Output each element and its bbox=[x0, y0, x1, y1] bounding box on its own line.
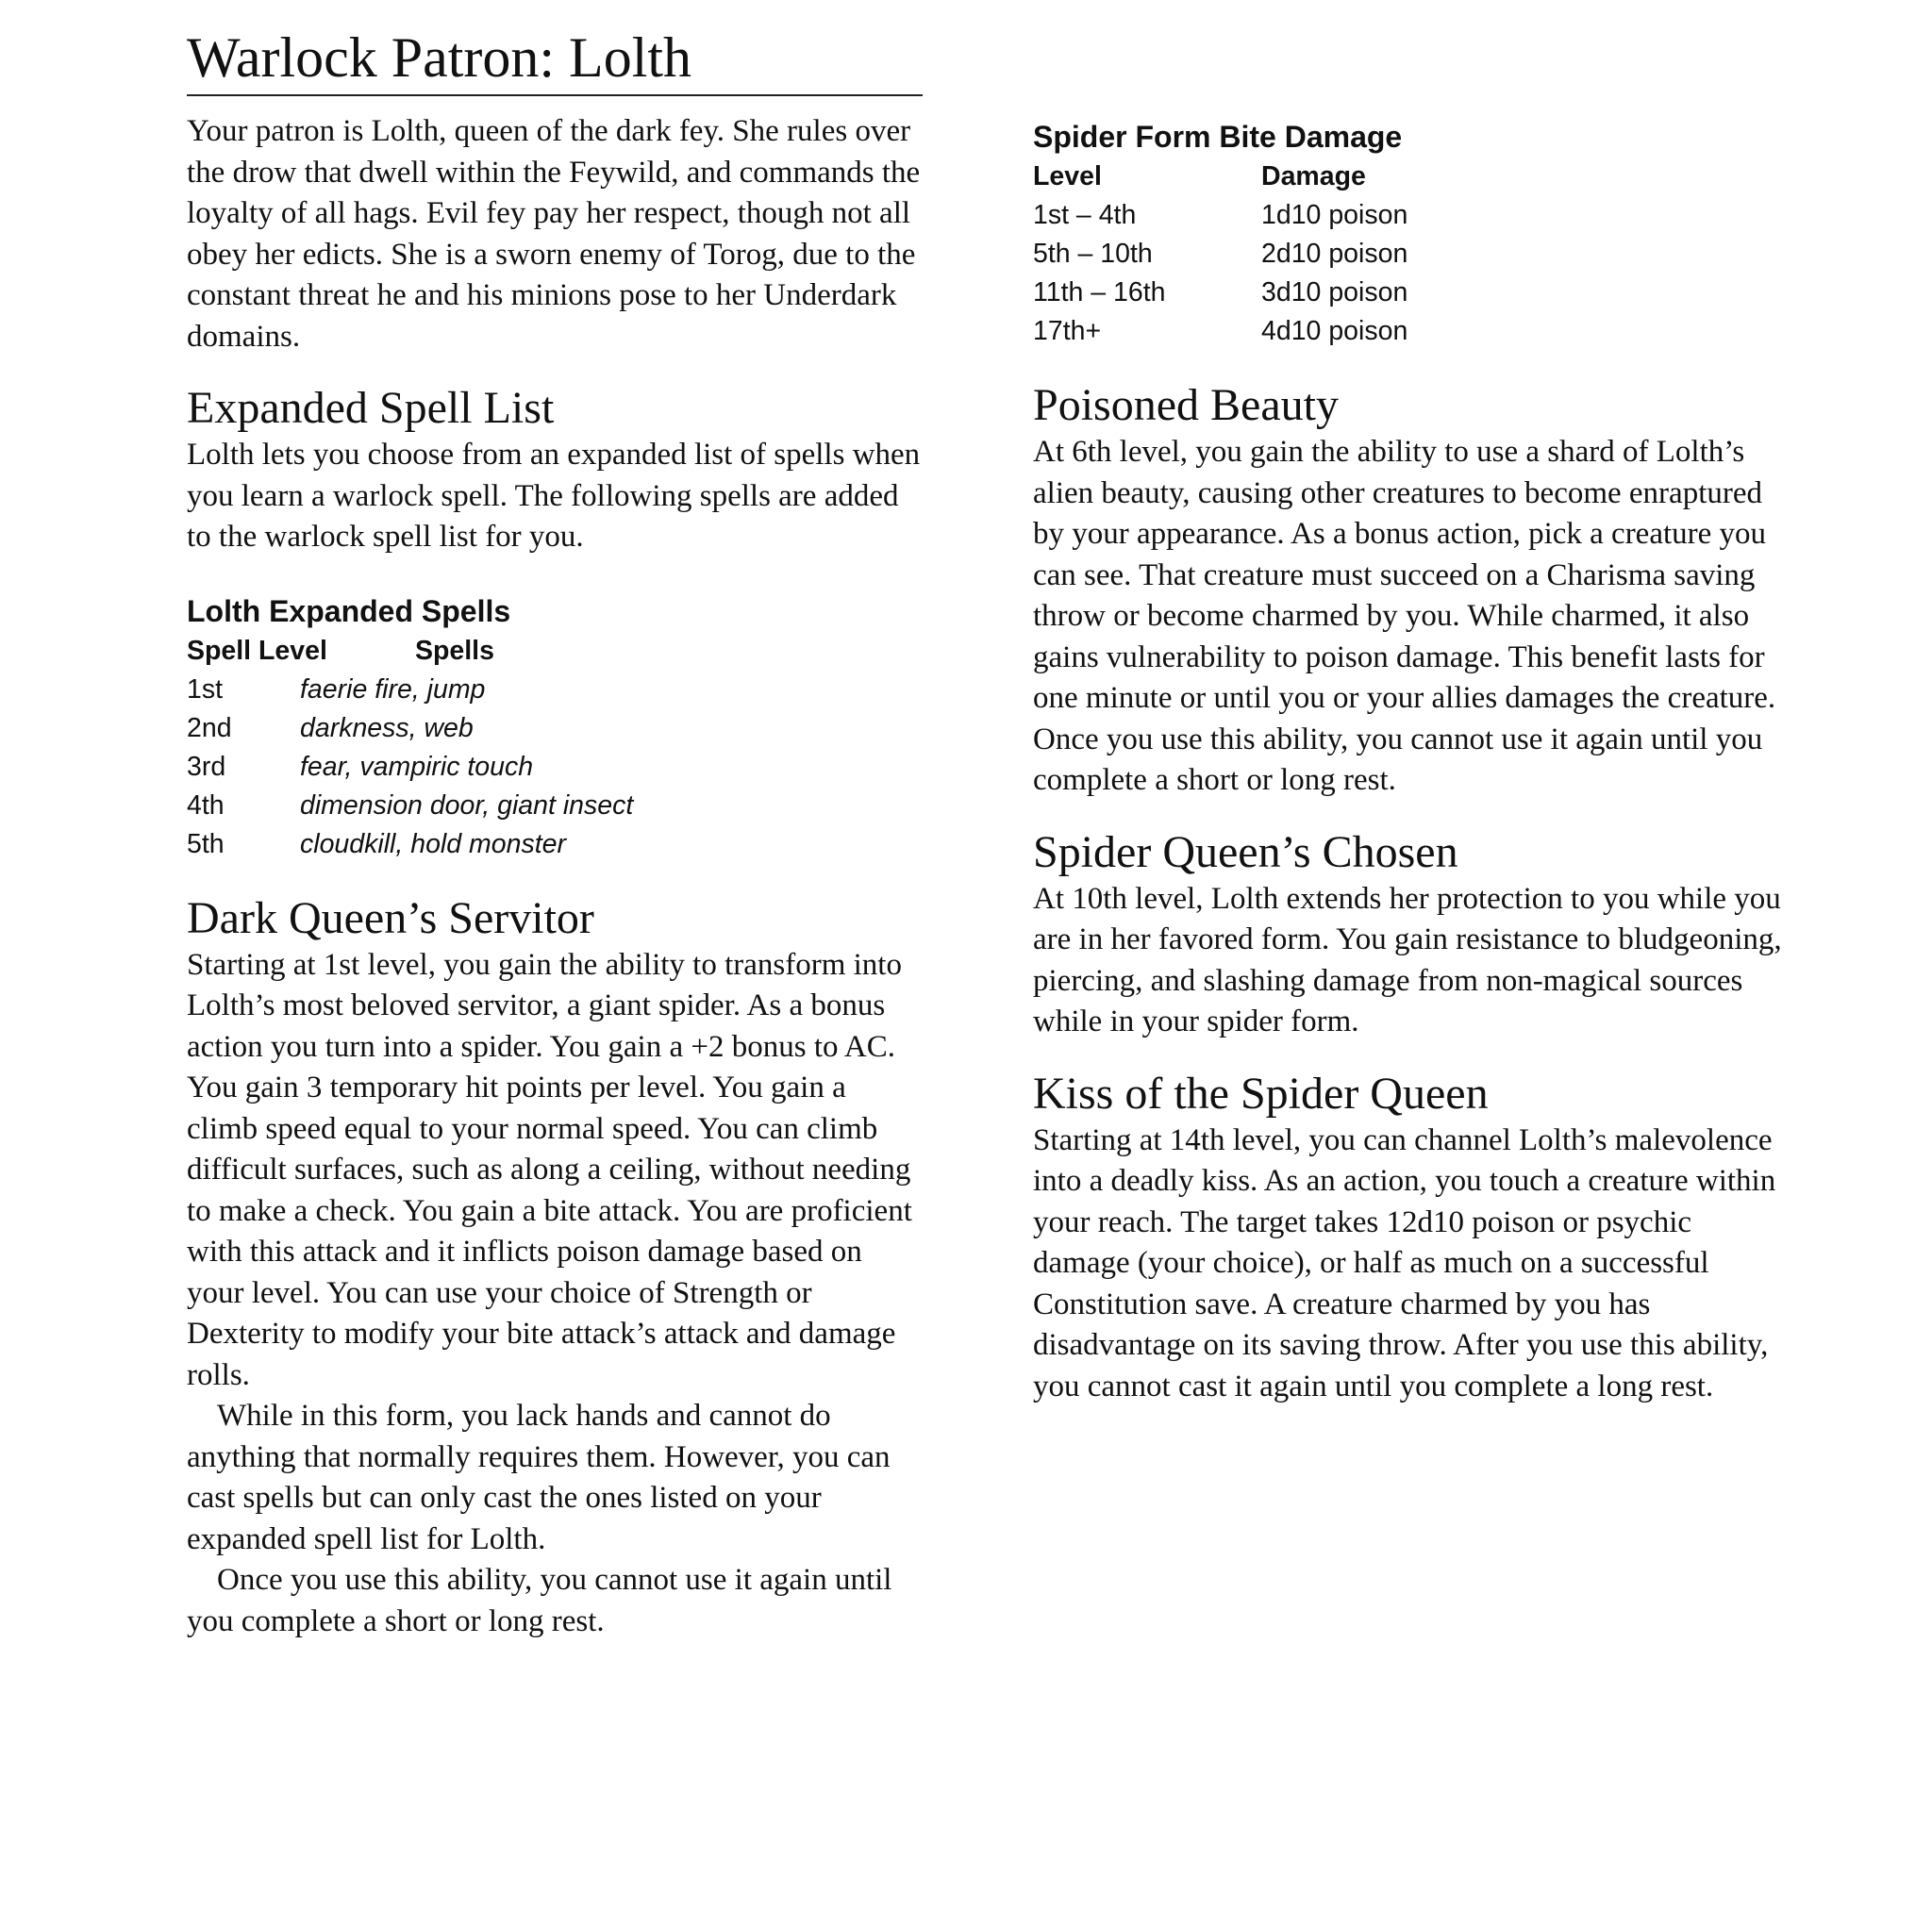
spell-level-cell: 3rd bbox=[187, 751, 226, 782]
expanded-spells-table-block bbox=[187, 590, 923, 864]
spells-cell: faerie fire, jump bbox=[300, 673, 486, 705]
table-row bbox=[187, 671, 633, 709]
expanded-spell-list-body: Lolth lets you choose from an expanded list of spells when you learn a warlock spell. The following spells are added to the warlock spell list for you. bbox=[187, 438, 921, 554]
servitor-paragraph-2: While in this form, you lack hands and cannot do anything that normally requires them. However, you can cast spells but can only cast the ones listed on your expanded spell list for Lolth. bbox=[187, 1399, 891, 1556]
spider-queens-chosen-heading: Spider Queen’s Chosen bbox=[1033, 826, 1458, 877]
servitor-paragraph-1: Starting at 1st level, you gain the ability to transform into Lolth’s most beloved servitor, a giant spider. As a bonus action you turn into a spider. You gain a +2 bonus to AC. You gain 3 temporary hit points per level. You gain a climb speed equal to your normal speed. You can climb difficult surfaces, such as along a ceiling, without needing to make a check. You gain a bite attack. You are proficient with this attack and it inflicts poison damage based on your level. You can use your choice of Strength or Dexterity to modify your bite attack’s attack and damage rolls. bbox=[187, 947, 912, 1392]
spells-cell: darkness, web bbox=[300, 712, 474, 743]
spells-cell: fear, vampiric touch bbox=[300, 751, 534, 782]
page-title: Warlock Patron: Lolth bbox=[187, 21, 923, 96]
table-header bbox=[187, 632, 633, 671]
table-header-row bbox=[1033, 158, 1407, 196]
expanded-spell-list-heading: Expanded Spell List bbox=[187, 383, 555, 433]
table-row bbox=[1033, 274, 1407, 312]
poisoned-beauty-heading: Poisoned Beauty bbox=[1033, 380, 1339, 430]
col-damage: Damage bbox=[1261, 161, 1366, 191]
table-row bbox=[187, 748, 633, 787]
damage-cell: 2d10 poison bbox=[1261, 239, 1408, 269]
kiss-of-the-spider-queen-body: Starting at 14th level, you can channel Lolth’s malevolence into a deadly kiss. As an action, you touch a creature within your reach. The target takes 12d10 poison or psychic damage (your choice), or half as much on a successful Constitution save. A creature charmed by you has disadvantage on its saving throw. After you use this ability, you cannot cast it again until you complete a long rest. bbox=[1033, 1122, 1776, 1403]
table-header-row bbox=[187, 632, 633, 671]
damage-cell: 1d10 poison bbox=[1261, 200, 1408, 230]
right-column bbox=[1033, 111, 1788, 1407]
level-cell: 1st – 4th bbox=[1033, 200, 1137, 230]
col-spell-level: Spell Level bbox=[187, 635, 327, 666]
spells-cell: cloudkill, hold monster bbox=[300, 828, 566, 859]
spell-level-cell: 5th bbox=[187, 828, 225, 859]
col-spells: Spells bbox=[415, 635, 494, 666]
spell-level-cell: 1st bbox=[187, 673, 224, 705]
damage-cell: 4d10 poison bbox=[1261, 316, 1408, 346]
level-cell: 11th – 16th bbox=[1033, 277, 1166, 307]
table-row bbox=[1033, 235, 1407, 274]
kiss-of-the-spider-queen-heading: Kiss of the Spider Queen bbox=[1033, 1068, 1489, 1119]
bite-damage-table bbox=[1033, 158, 1407, 351]
bite-damage-table-block bbox=[1033, 116, 1788, 351]
spells-cell: dimension door, giant insect bbox=[300, 789, 634, 821]
spell-level-cell: 4th bbox=[187, 789, 225, 821]
level-cell: 5th – 10th bbox=[1033, 239, 1153, 269]
dark-queens-servitor-heading: Dark Queen’s Servitor bbox=[187, 892, 594, 943]
expanded-spells-table bbox=[187, 632, 633, 864]
col-level: Level bbox=[1033, 161, 1102, 191]
bite-damage-table-title: Spider Form Bite Damage bbox=[1033, 120, 1403, 154]
spider-queens-chosen-body: At 10th level, Lolth extends her protection to you while you are in her favored form. You gain resistance to bludgeoning, piercing, and slashing damage from non-magical sources while in your spider form. bbox=[1033, 881, 1782, 1038]
table-row bbox=[1033, 312, 1407, 351]
poisoned-beauty-body: At 6th level, you gain the ability to use a shard of Lolth’s alien beauty, causing other creatures to become enraptured by your appearance. As a bonus action, pick a creature you can see. That creature must succeed on a Charisma saving throw or become charmed by you. While charmed, it also gains vulnerability to poison damage. This benefit lasts for one minute or until you or your allies damages the creature. Once you use this ability, you cannot use it again until you complete a short or long rest. bbox=[1033, 435, 1776, 797]
table-row bbox=[1033, 196, 1407, 235]
table-row bbox=[187, 825, 633, 864]
spell-level-cell: 2nd bbox=[187, 712, 232, 743]
intro-paragraph: Your patron is Lolth, queen of the dark fey. She rules over the drow that dwell within the Feywild, and commands the loyalty of all hags. Evil fey pay her respect, though not all obey her edicts. She is a sworn enemy of Torog, due to the constant threat he and his minions pose to her Underdark domains. bbox=[187, 114, 921, 354]
expanded-spells-table-title: Lolth Expanded Spells bbox=[187, 593, 511, 628]
level-cell: 17th+ bbox=[1033, 316, 1102, 346]
table-row bbox=[187, 787, 633, 825]
damage-cell: 3d10 poison bbox=[1261, 277, 1408, 307]
left-column bbox=[187, 111, 923, 1642]
table-row bbox=[187, 709, 633, 748]
servitor-paragraph-3: Once you use this ability, you cannot use it again until you complete a short or long rest. bbox=[187, 1563, 892, 1638]
